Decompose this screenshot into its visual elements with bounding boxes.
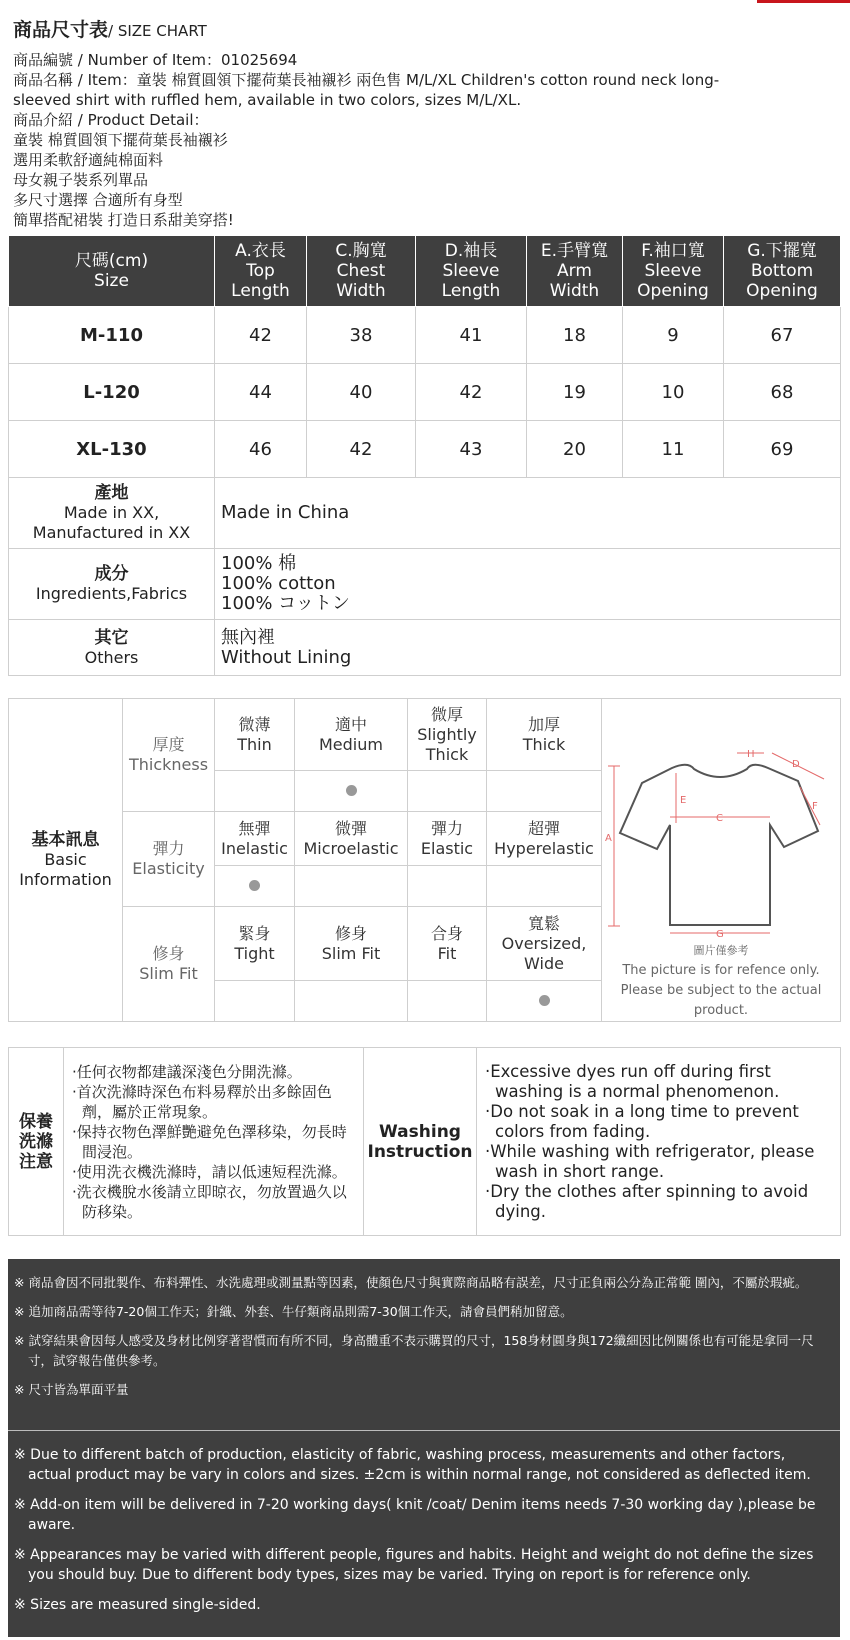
option-thick: 加厚 Thick: [487, 699, 602, 771]
fit-cell: [295, 981, 408, 1022]
list-item: ‧Do not soak in a long time to prevent colors from fading.: [485, 1101, 799, 1141]
note-item: ※ Add-on item will be delivered in 7-20 working days( knit /coat/ Denim items needs 7-30 working day ),please be aware.: [14, 1497, 816, 1533]
table-row: [9, 364, 841, 421]
table-cell: 42: [215, 307, 307, 364]
thickness-cell: [215, 771, 295, 812]
size-label: M-110: [9, 307, 215, 364]
notes-en: [8, 1431, 840, 1637]
selected-dot-icon: [249, 880, 260, 891]
thickness-cell: [408, 771, 487, 812]
shirt-diagram: [602, 713, 838, 940]
label-a: A: [605, 833, 612, 844]
list-item: ‧首次洗滌時深色布料易釋於出多餘固色劑，屬於正常現象。: [72, 1082, 332, 1121]
list-item: ‧Excessive dyes run off during first washing is a normal phenomenon.: [485, 1061, 780, 1101]
label-g: G: [716, 929, 724, 940]
note-item: ※ 商品會因不同批製作、布料彈性、水洗處理或測量點等因素，使顏色尺寸與實際商品略有誤差，尺寸正負兩公分為正常範 圍內，不屬於瑕疵。: [14, 1275, 808, 1290]
item-name-line2: sleeved shirt with ruffled hem, available in two colors, sizes M/L/XL.: [13, 91, 522, 109]
elasticity-cell: [295, 866, 408, 907]
option-medium: 適中 Medium: [295, 699, 408, 771]
detail-line: 多尺寸選擇 合適所有身型: [13, 191, 183, 209]
table-cell: 69: [724, 421, 841, 478]
header-top-length: A.衣長 Top Length: [215, 236, 307, 307]
table-cell: 20: [527, 421, 623, 478]
basic-info-label: 基本訊息 Basic Information: [9, 699, 123, 1022]
note-item: ※ 追加商品需等待7-20個工作天；針織、外套、牛仔類商品則需7-30個工作天，請會員們稍加留意。: [14, 1304, 573, 1319]
label-e: E: [680, 795, 687, 806]
option-inelastic: 無彈 Inelastic: [215, 812, 295, 866]
header-sleeve-length: D.袖長 Sleeve Length: [416, 236, 527, 307]
list-item: ‧While washing with refrigerator, please wash in short range.: [485, 1141, 815, 1181]
detail-line: 簡單搭配裙裝 打造日系甜美穿搭!: [13, 211, 234, 229]
washing-label-en: Washing Instruction: [364, 1048, 477, 1236]
table-cell: 68: [724, 364, 841, 421]
selected-dot-icon: [539, 995, 550, 1006]
notes-panel: [8, 1259, 840, 1637]
option-tight: 緊身 Tight: [215, 907, 295, 981]
fabric-label: 成分 Ingredients,Fabrics: [9, 549, 215, 620]
size-table: [8, 235, 841, 676]
washing-list-zh: [64, 1048, 364, 1236]
note-item: ※ Sizes are measured single-sided.: [14, 1597, 261, 1613]
note-item: ※ 試穿結果會因每人感受及身材比例穿著習慣而有所不同，身高體重不表示購買的尺寸，158身材圓身與172纖細因比例關係也有可能是拿同一尺寸，試穿報告僅供參考。: [14, 1333, 814, 1368]
table-cell: 67: [724, 307, 841, 364]
option-thin: 微薄 Thin: [215, 699, 295, 771]
option-slim-fit: 修身 Slim Fit: [295, 907, 408, 981]
title-en: / SIZE CHART: [108, 22, 207, 40]
fabric-row: [9, 549, 841, 620]
table-cell: 46: [215, 421, 307, 478]
detail-line: 選用柔軟舒適純棉面料: [13, 151, 164, 169]
fabric-value: 100% 棉 100% cotton 100% コットン: [215, 549, 841, 620]
list-item: ‧洗衣機脫水後請立即晾衣，勿放置過久以防移染。: [72, 1182, 347, 1221]
page-title: [13, 20, 207, 41]
item-number: 商品編號 / Number of Item：01025694: [13, 51, 298, 69]
table-cell: 43: [416, 421, 527, 478]
note-item: ※ Appearances may be varied with different people, figures and habits. Height and weight do not define the sizes you should buy. Due to different body types, sizes may be varied. Trying on report is for reference only.: [14, 1547, 814, 1583]
table-cell: 42: [416, 364, 527, 421]
header-sleeve-opening: F.袖口寬 Sleeve Opening: [623, 236, 724, 307]
option-elastic: 彈力 Elastic: [408, 812, 487, 866]
washing-list-en: [477, 1048, 841, 1236]
list-item: ‧保持衣物色澤鮮艷避免色澤移染，勿長時間浸泡。: [72, 1122, 347, 1161]
list-item: ‧Dry the clothes after spinning to avoid dying.: [485, 1181, 809, 1221]
table-cell: 41: [416, 307, 527, 364]
elasticity-cell: [487, 866, 602, 907]
option-hyperelastic: 超彈 Hyperelastic: [487, 812, 602, 866]
others-label: 其它 Others: [9, 620, 215, 676]
note-item: ※ Due to different batch of production, elasticity of fabric, washing process, measurements and other factors, actual product may be vary in colors and sizes. ±2cm is within normal range, not considered as deflected item.: [14, 1447, 811, 1483]
others-value: 無內裡 Without Lining: [215, 620, 841, 676]
notes-zh: [8, 1259, 840, 1431]
title-zh: 商品尺寸表: [13, 19, 109, 41]
size-label: XL-130: [9, 421, 215, 478]
list-item: ‧使用洗衣機洗滌時，請以低速短程洗滌。: [72, 1162, 347, 1181]
top-accent-bar: [757, 0, 850, 3]
table-row: [9, 307, 841, 364]
origin-row: [9, 478, 841, 549]
product-info: [13, 50, 833, 230]
table-cell: 40: [307, 364, 416, 421]
option-slightly-thick: 微厚 Slightly Thick: [408, 699, 487, 771]
label-d: D: [792, 759, 800, 770]
table-cell: 44: [215, 364, 307, 421]
note-item: ※ 尺寸皆為單面平量: [14, 1382, 129, 1397]
size-label: L-120: [9, 364, 215, 421]
elasticity-selected-cell: [215, 866, 295, 907]
label-h: H: [747, 749, 755, 760]
detail-line: 母女親子裝系列單品: [13, 171, 149, 189]
thickness-cell: [487, 771, 602, 812]
label-f: F: [812, 801, 818, 812]
header-arm-width: E.手臂寬 Arm Width: [527, 236, 623, 307]
fit-cell: [408, 981, 487, 1022]
table-cell: 19: [527, 364, 623, 421]
fit-label: 修身 Slim Fit: [123, 907, 215, 1022]
option-fit: 合身 Fit: [408, 907, 487, 981]
origin-label: 產地 Made in XX, Manufactured in XX: [9, 478, 215, 549]
washing-table: [8, 1047, 841, 1236]
basic-info-table: [8, 698, 841, 1022]
garment-diagram-cell: [602, 699, 841, 1022]
detail-heading: 商品介紹 / Product Detail：: [13, 111, 209, 129]
origin-value: Made in China: [215, 478, 841, 549]
selected-dot-icon: [346, 785, 357, 796]
elasticity-label: 彈力 Elasticity: [123, 812, 215, 907]
detail-line: 童裝 棉質圓領下擺荷葉長袖襯衫: [13, 131, 228, 149]
elasticity-cell: [408, 866, 487, 907]
header-bottom-opening: G.下擺寬 Bottom Opening: [724, 236, 841, 307]
table-cell: 9: [623, 307, 724, 364]
table-cell: 10: [623, 364, 724, 421]
option-microelastic: 微彈 Microelastic: [295, 812, 408, 866]
table-cell: 11: [623, 421, 724, 478]
thickness-selected-cell: [295, 771, 408, 812]
diagram-caption: 圖片僅參考 The picture is for refence only. Please be subject to the actual product.: [620, 944, 822, 1018]
fit-selected-cell: [487, 981, 602, 1022]
list-item: ‧任何衣物都建議深淺色分開洗滌。: [72, 1062, 302, 1081]
table-cell: 42: [307, 421, 416, 478]
thickness-label: 厚度 Thickness: [123, 699, 215, 812]
item-name-line1: 商品名稱 / Item：童裝 棉質圓領下擺荷葉長袖襯衫 兩色售 M/L/XL Children's cotton round neck long-: [13, 71, 720, 89]
option-oversized: 寬鬆 Oversized, Wide: [487, 907, 602, 981]
washing-label-zh: 保養 洗滌 注意: [9, 1048, 64, 1236]
header-chest-width: C.胸寬 Chest Width: [307, 236, 416, 307]
label-c: C: [716, 813, 723, 824]
table-row: [9, 421, 841, 478]
header-size: 尺碼(cm) Size: [9, 236, 215, 307]
table-cell: 38: [307, 307, 416, 364]
fit-cell: [215, 981, 295, 1022]
others-row: [9, 620, 841, 676]
table-cell: 18: [527, 307, 623, 364]
size-table-header: [9, 236, 841, 307]
